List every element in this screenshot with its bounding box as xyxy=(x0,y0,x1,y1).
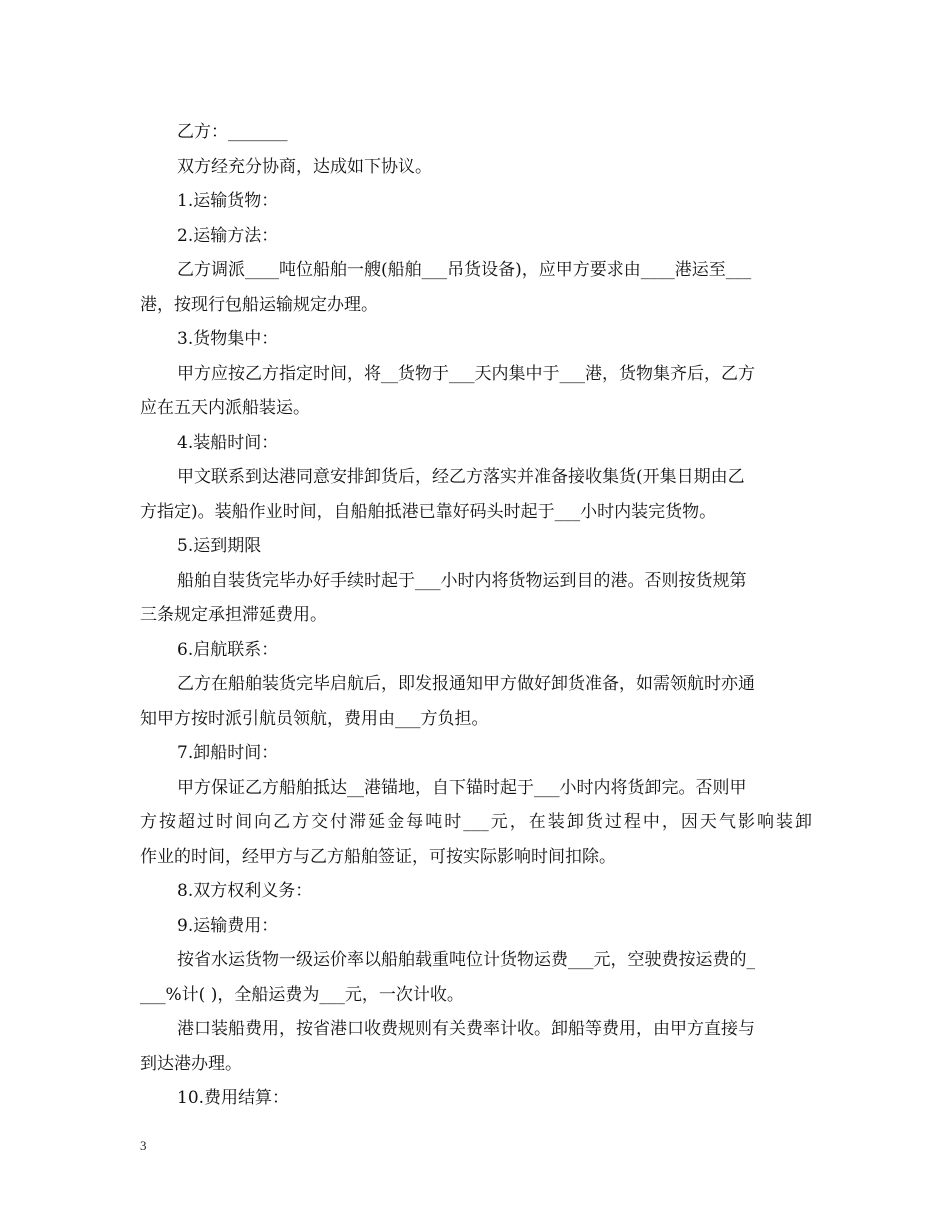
text-line: 乙方调派____吨位船舶一艘(船舶___吊货设备)，应甲方要求由____港运至___ xyxy=(177,260,752,280)
text-line: 乙方：_______ xyxy=(177,122,288,142)
text-line: 1.运输货物： xyxy=(177,191,279,211)
text-line: 港口装船费用，按省港口收费规则有关费率计收。卸船等费用，由甲方直接与 xyxy=(177,1019,755,1039)
contract-body xyxy=(140,115,812,1116)
text-line: 船舶自装货完毕办好手续时起于___小时内将货物运到目的港。否则按货规第 xyxy=(177,570,747,591)
text-line: 6.启航联系： xyxy=(177,639,279,660)
text-line: 乙方在船舶装货完毕启航后，即发报通知甲方做好卸货准备，如需领航时亦通 xyxy=(177,674,755,694)
text-line: 应在五天内派船装运。 xyxy=(140,398,310,418)
text-line: ___%计( )，全船运费为___元，一次计收。 xyxy=(140,984,464,1005)
text-line: 方指定)。装船作业时间，自船舶抵港已靠好码头时起于___小时内装完货物。 xyxy=(140,501,717,522)
text-line: 双方经充分协商，达成如下协议。 xyxy=(177,156,432,177)
text-line: 知甲方按时派引航员领航，费用由___方负担。 xyxy=(140,708,489,729)
text-line: 作业的时间，经甲方与乙方船舶签证，可按实际影响时间扣除。 xyxy=(140,846,616,867)
text-line: 4.装船时间： xyxy=(177,432,279,453)
text-line: 9.运输费用： xyxy=(177,915,279,936)
text-line: 5.运到期限 xyxy=(177,536,262,556)
text-line: 8.双方权利义务： xyxy=(177,881,313,901)
page-number: 3 xyxy=(140,1138,147,1153)
text-line: 10.费用结算： xyxy=(177,1088,290,1108)
text-line: 甲文联系到达港同意安排卸货后，经乙方落实并准备接收集货(开集日期由乙 xyxy=(177,467,745,487)
text-line: 方按超过时间向乙方交付滞延金每吨时___元，在装卸货过程中，因天气影响装卸 xyxy=(140,812,812,832)
text-line: 3.货物集中： xyxy=(177,329,279,349)
text-line: 到达港办理。 xyxy=(140,1053,242,1074)
text-line: 按省水运货物一级运价率以船舶载重吨位计货物运费___元，空驶费按运费的_ xyxy=(177,950,755,970)
text-line: 港，按现行包船运输规定办理。 xyxy=(140,294,378,315)
text-line: 7.卸船时间： xyxy=(177,743,279,763)
text-line: 甲方保证乙方船舶抵达__港锚地，自下锚时起于___小时内将货卸完。否则甲 xyxy=(177,777,747,798)
text-line: 三条规定承担滞延费用。 xyxy=(140,605,327,625)
text-line: 甲方应按乙方指定时间，将__货物于___天内集中于___港，货物集齐后，乙方 xyxy=(177,363,755,384)
text-line: 2.运输方法： xyxy=(177,225,279,246)
